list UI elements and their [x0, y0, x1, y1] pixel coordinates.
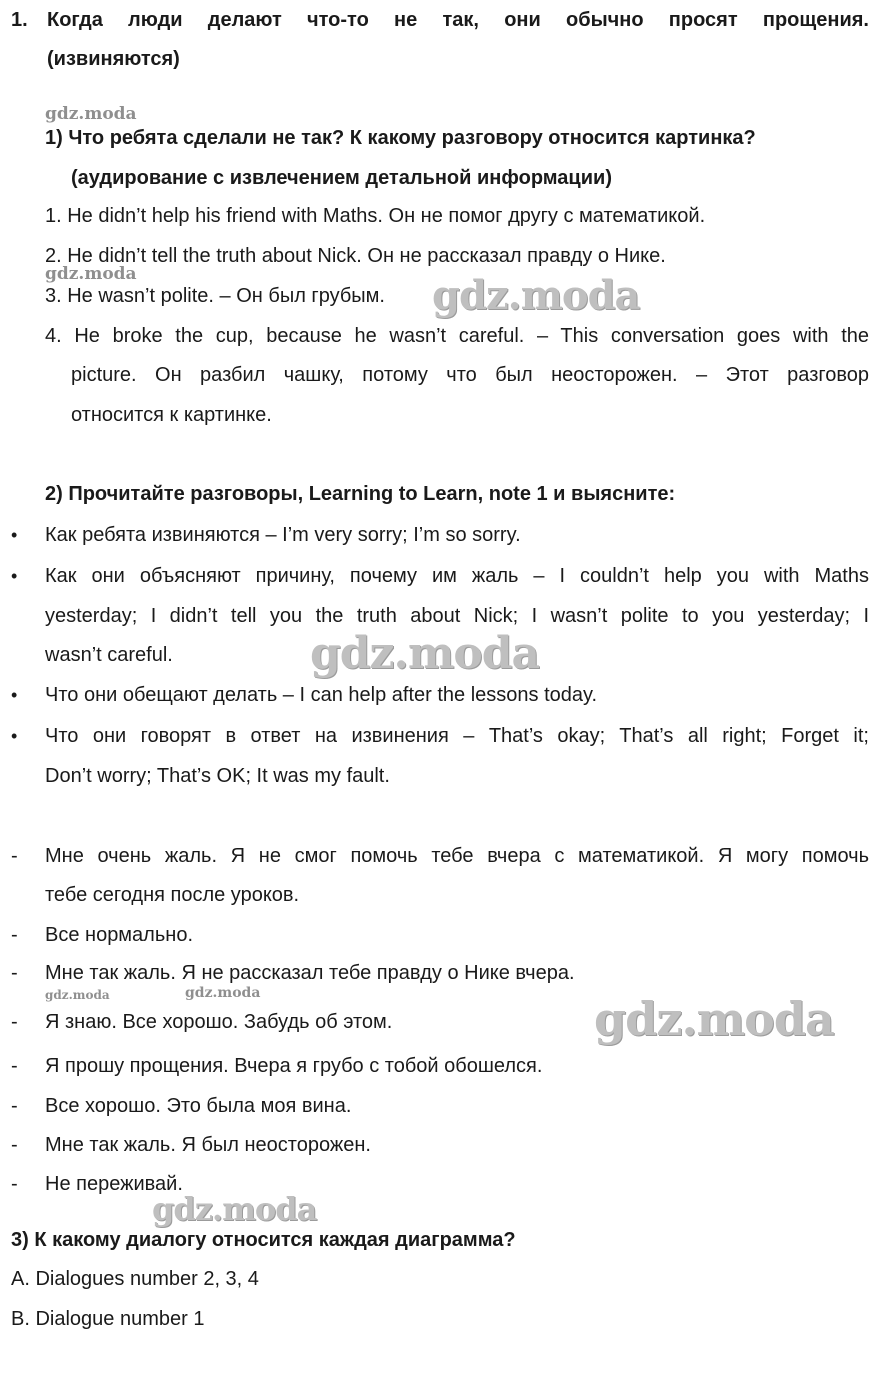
dash-marker: - [11, 1055, 18, 1077]
bullet-marker: • [11, 525, 18, 545]
section3-answer-a: A. Dialogues number 2, 3, 4 [11, 1268, 259, 1290]
task-number: 1. [11, 9, 28, 31]
watermark-small: gdz.moda [45, 104, 137, 124]
watermark-small: gdz.moda [45, 988, 110, 1002]
bullet-marker: • [11, 566, 18, 586]
section1-item-2: 2. He didn’t tell the truth about Nick. Он не рассказал правду о Нике. [45, 245, 666, 267]
dialogue-line-5: Я прошу прощения. Вчера я грубо с тобой обошелся. [45, 1055, 543, 1077]
section1-item-3: 3. He wasn’t polite. – Он был грубым. [45, 285, 385, 307]
task-intro-cont: (извиняются) [47, 48, 180, 70]
section2-heading: 2) Прочитайте разговоры, Learning to Learn, note 1 и выясните: [45, 483, 676, 505]
section2-bullet-1: Как ребята извиняются – I’m very sorry; I’m so sorry. [45, 524, 521, 546]
dash-marker: - [11, 962, 18, 984]
bullet-marker: • [11, 685, 18, 705]
dialogue-line-8: Не переживай. [45, 1173, 183, 1195]
watermark-small: gdz.moda [185, 985, 261, 1001]
dash-marker: - [11, 845, 18, 867]
dash-marker: - [11, 1095, 18, 1117]
section1-item-4: 4. He broke the cup, because he wasn’t careful. – This conversation goes with the [45, 325, 869, 347]
dash-marker: - [11, 1011, 18, 1033]
section2-bullet-3: Что они обещают делать – I can help after the lessons today. [45, 684, 598, 706]
dialogue-line-1-cont: тебе сегодня после уроков. [45, 884, 300, 906]
dialogue-line-1: Мне очень жаль. Я не смог помочь тебе вчера с математикой. Я могу помочь [45, 845, 869, 867]
section3-answer-b: B. Dialogue number 1 [11, 1308, 205, 1330]
dialogue-line-3: Мне так жаль. Я не рассказал тебе правду о Нике вчера. [45, 962, 575, 984]
section2-bullet-4-cont: Don’t worry; That’s OK; It was my fault. [45, 765, 390, 787]
section3-heading: 3) К какому диалогу относится каждая диаграмма? [11, 1229, 516, 1251]
bullet-marker: • [11, 726, 18, 746]
section2-bullet-2-cont: yesterday; I didn’t tell you the truth about Nick; I wasn’t polite to you yesterday; I [45, 605, 869, 627]
watermark: gdz.moda [594, 992, 834, 1046]
section2-bullet-4: Что они говорят в ответ на извинения – That’s okay; That’s all right; Forget it; [45, 725, 869, 747]
dialogue-line-2: Все нормально. [45, 924, 193, 946]
section2-bullet-2-end: wasn’t careful. [45, 644, 173, 666]
dialogue-line-4: Я знаю. Все хорошо. Забудь об этом. [45, 1011, 393, 1033]
dialogue-line-6: Все хорошо. Это была моя вина. [45, 1095, 352, 1117]
section1-heading: 1) Что ребята сделали не так? К какому разговору относится картинка? [45, 127, 756, 149]
section1-heading-cont: (аудирование с извлечением детальной информации) [71, 167, 612, 189]
section1-item-4-end: относится к картинке. [71, 404, 272, 426]
dash-marker: - [11, 924, 18, 946]
section1-item-4-cont: picture. Он разбил чашку, потому что был неосторожен. – Этот разговор [71, 364, 869, 386]
dash-marker: - [11, 1134, 18, 1156]
watermark: gdz.moda [432, 272, 640, 319]
watermark-small: gdz.moda [45, 264, 137, 284]
section1-item-1: 1. He didn’t help his friend with Maths. Он не помог другу с математикой. [45, 205, 706, 227]
watermark: gdz.moda [152, 1190, 317, 1228]
watermark: gdz.moda [310, 628, 540, 679]
dialogue-line-7: Мне так жаль. Я был неосторожен. [45, 1134, 371, 1156]
dash-marker: - [11, 1173, 18, 1195]
section2-bullet-2: Как они объясняют причину, почему им жаль – I couldn’t help you with Maths [45, 565, 869, 587]
task-intro: Когда люди делают что-то не так, они обычно просят прощения. [47, 9, 869, 31]
